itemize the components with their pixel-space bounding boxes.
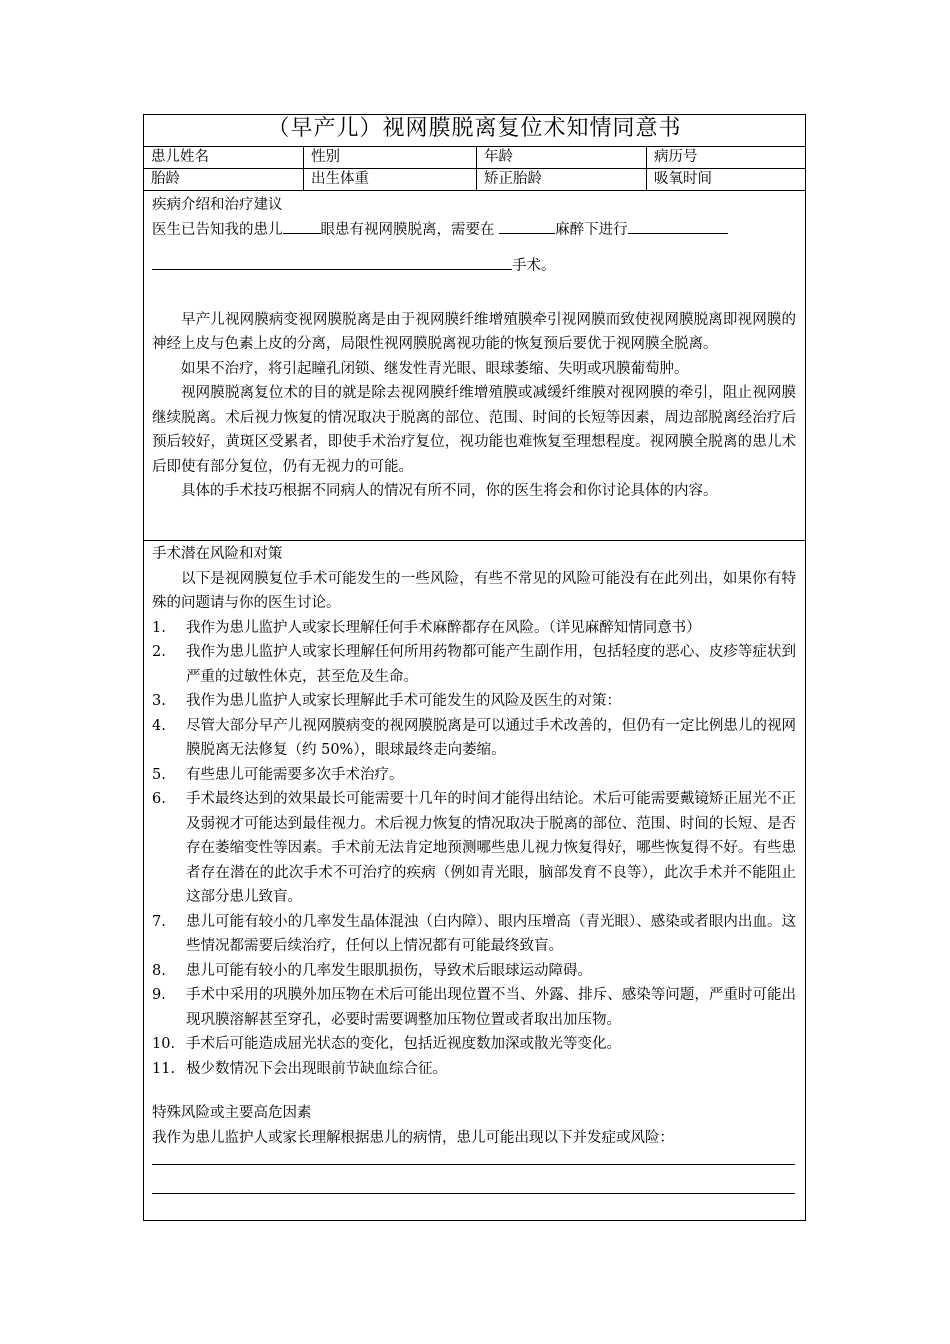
consent-mid2: 麻醉下进行: [555, 221, 628, 238]
consent-form: [143, 114, 806, 1221]
risk-text: 患儿可能有较小的几率发生晶体混浊（白内障）、眼内压增高（青光眼）、感染或者眼内出血。这些情况都需要后续治疗，任何以上情况都有可能最终致盲。: [186, 913, 796, 954]
patient-info-row-1: [144, 147, 805, 169]
risk-number: 6.: [152, 791, 166, 807]
risk-text: 患儿可能有较小的几率发生眼肌损伤，导致术后眼球运动障碍。: [186, 962, 592, 979]
patient-info-row-2: [144, 169, 805, 191]
risk-item: [152, 689, 796, 714]
risk-item: [152, 787, 796, 910]
special-risk-section: [152, 1101, 796, 1194]
risk-number: 10.: [152, 1036, 176, 1052]
consent-line-2: [152, 254, 796, 279]
consent-statement: [152, 218, 796, 243]
risk-item: [152, 640, 796, 689]
intro-paragraph-4: 具体的手术技巧根据不同病人的情况有所不同，你的医生将会和你讨论具体的内容。: [181, 483, 718, 499]
intro-paragraph-1: 早产儿视网膜病变视网膜脱离是由于视网膜纤维增殖膜牵引视网膜而致使视网膜脱离即视网膜的神经上皮与色素上皮的分离，局限性视网膜脱离视功能的恢复预后要优于视网膜全脱离。: [152, 311, 796, 352]
special-risk-blank-line-1[interactable]: [152, 1164, 795, 1165]
risk-item: [152, 910, 796, 959]
risk-item: [152, 959, 796, 984]
form-title: （早产儿）视网膜脱离复位术知情同意书: [144, 115, 805, 147]
field-birth-weight[interactable]: 出生体重: [304, 169, 477, 190]
risk-intro: 以下是视网膜复位手术可能发生的一些风险，有些不常见的风险可能没有在此列出，如果你有特殊的问题请与你的医生讨论。: [152, 570, 796, 611]
risk-number: 4.: [152, 717, 166, 734]
field-oxygen-time[interactable]: 吸氧时间: [654, 171, 712, 187]
field-corrected-gestational-age[interactable]: 矫正胎龄: [477, 169, 647, 190]
disease-intro-section: [144, 191, 805, 541]
risk-text: 我作为患儿监护人或家长理解此手术可能发生的风险及医生的对策：: [186, 693, 621, 709]
risk-number: 2.: [152, 644, 166, 660]
intro-heading: 疾病介绍和治疗建议: [152, 197, 283, 213]
risk-text: 极少数情况下会出现眼前节缺血综合征。: [186, 1060, 447, 1077]
risk-text: 有些患儿可能需要多次手术治疗。: [186, 766, 404, 783]
special-risk-blank-line-2[interactable]: [152, 1193, 795, 1194]
risk-number: 3.: [152, 693, 166, 709]
risk-text: 我作为患儿监护人或家长理解任何手术麻醉都存在风险。（详见麻醉知情同意书）: [186, 619, 701, 636]
risk-number: 11.: [152, 1060, 176, 1077]
risk-section: [144, 541, 805, 1194]
risk-number: 8.: [152, 962, 166, 979]
field-gestational-age[interactable]: 胎龄: [144, 169, 304, 190]
risk-text: 手术最终达到的效果最长可能需要十几年的时间才能得出结论。术后可能需要戴镜矫正屈光不正及弱视才可能达到最佳视力。术后视力恢复的情况取决于脱离的部位、范围、时间的长短、是否存在萎缩变性等因素。手术前无法肯定地预测哪些患儿视力恢复得好，哪些恢复得不好。有些患者存在潜在的此次手术不可治疗的疾病（例如青光眼，脑部发育不良等），此次手术并不能阻止这部分患儿致盲。: [186, 791, 796, 905]
anesthesia-blank[interactable]: [499, 218, 555, 234]
risk-number: 9.: [152, 987, 166, 1003]
risk-text: 我作为患儿监护人或家长理解任何所用药物都可能产生副作用，包括轻度的恶心、皮疹等症状到严重的过敏性休克，甚至危及生命。: [186, 644, 796, 685]
surgery-blank-2[interactable]: [152, 254, 512, 270]
risk-number: 5.: [152, 766, 166, 783]
risk-text: 手术中采用的巩膜外加压物在术后可能出现位置不当、外露、排斥、感染等问题，严重时可能出现巩膜溶解甚至穿孔，必要时需要调整加压物位置或者取出加压物。: [186, 987, 796, 1028]
risk-heading: 手术潜在风险和对策: [152, 546, 283, 562]
risk-item: [152, 1057, 796, 1082]
risk-text: 尽管大部分早产儿视网膜病变的视网膜脱离是可以通过手术改善的，但仍有一定比例患儿的视网膜脱离无法修复（约 50%），眼球最终走向萎缩。: [186, 717, 796, 758]
risk-item: [152, 714, 796, 763]
consent-mid1: 眼患有视网膜脱离，需要在: [320, 221, 495, 238]
intro-paragraph-2: 如果不治疗，将引起瞳孔闭锁、继发性青光眼、眼球萎缩、失明或巩膜葡萄肿。: [181, 360, 689, 377]
risk-item: [152, 1032, 796, 1057]
eye-blank[interactable]: [283, 218, 321, 234]
risk-item: [152, 763, 796, 788]
special-statement: 我作为患儿监护人或家长理解根据患儿的病情，患儿可能出现以下并发症或风险：: [152, 1129, 674, 1146]
field-record-number[interactable]: 病历号: [654, 149, 698, 165]
risk-text: 手术后可能造成屈光状态的变化，包括近视度数加深或散光等变化。: [186, 1036, 621, 1052]
surgery-blank-1[interactable]: [628, 218, 728, 234]
risk-number: 1.: [152, 619, 166, 636]
risk-number: 7.: [152, 913, 166, 930]
field-sex[interactable]: 性别: [304, 147, 477, 168]
consent-suffix: 手术。: [512, 258, 556, 274]
field-patient-name[interactable]: 患儿姓名: [144, 147, 304, 168]
risk-list: [152, 616, 796, 1082]
field-age[interactable]: 年龄: [477, 147, 647, 168]
consent-prefix: 医生已告知我的患儿: [152, 221, 283, 238]
special-heading: 特殊风险或主要高危因素: [152, 1105, 312, 1121]
risk-item: [152, 983, 796, 1032]
intro-paragraph-3: 视网膜脱离复位术的目的就是除去视网膜纤维增殖膜或减缓纤维膜对视网膜的牵引，阻止视网膜继续脱离。术后视力恢复的情况取决于脱离的部位、范围、时间的长短等因素，周边部脱离经治疗后预后较好，黄斑区受累者，即使手术治疗复位，视功能也难恢复至理想程度。视网膜全脱离的患儿术后即使有部分复位，仍有无视力的可能。: [152, 385, 796, 475]
risk-item: [152, 616, 796, 641]
